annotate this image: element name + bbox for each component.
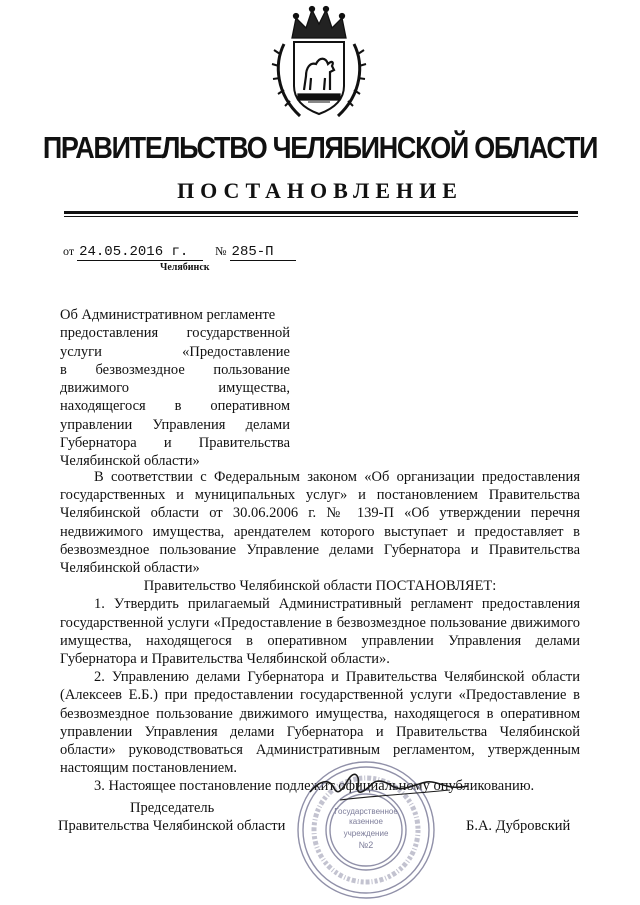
resolution-item-1: 1. Утвердить прилагаемый Административный регламент предоставления государственной услуги «Предоставление в безвозмездное пользование движимого имущества, находящегося в оперативном управлении Управления делами Губернатора и Правительства Челябинской области». xyxy=(60,596,580,668)
registration-line xyxy=(63,244,296,261)
title-line: управлении Управления делами xyxy=(60,416,290,433)
document-number: 285-П xyxy=(230,244,296,261)
coat-of-arms-emblem xyxy=(270,4,368,124)
stamp-text-line: учреждение xyxy=(343,829,389,838)
document-title-block xyxy=(60,306,290,471)
preamble-paragraph: В соответствии с Федеральным законом «Об организации предоставления государственных и муниципальных услуг» и постановлением Правительства Челябинской области от 30.06.2006 г. № 139-П «Об утверждении перечня недвижимого имущества, арендателем которого выступает и предоставляет в безвозмездное пользование Управление делами Губернатора и Правительства Челябинской области» xyxy=(60,469,580,577)
title-line: услуги «Предоставление xyxy=(60,343,290,360)
stamp-text-line: казенное xyxy=(349,817,383,826)
signer-name: Б.А. Дубровский xyxy=(466,818,571,834)
resolves-line: Правительство Челябинской области ПОСТАНОВЛЯЕТ: xyxy=(143,578,497,595)
title-line: движимого имущества, xyxy=(60,380,290,397)
resolution-item-2: 2. Управлению делами Губернатора и Правительства Челябинской области (Алексеев Е.Б.) при предоставлении государственной услуги «Предоставление в безвозмездное пользование движимого имущества, находящегося в оперативном управлении Управления делами Губернатора и Правительства Челябинской области» руководствоваться Административным регламентом, утвержденным настоящим постановлением. xyxy=(60,669,580,777)
document-body xyxy=(60,468,580,796)
stamp-text-line: Государственное xyxy=(334,807,398,816)
signer-position-line-1: Председатель xyxy=(130,800,215,816)
handwritten-signature xyxy=(300,760,480,830)
title-line: Челябинской области» xyxy=(60,453,200,470)
date-label: от xyxy=(63,244,75,258)
document-date: 24.05.2016 г. xyxy=(77,244,203,261)
header-rule-thin xyxy=(64,216,578,217)
resolution-item-3: 3. Настоящее постановление подлежит официальному опубликованию. xyxy=(94,778,535,795)
number-label: № xyxy=(215,244,227,258)
title-line: в безвозмездное пользование xyxy=(60,361,290,378)
title-line: Губернатора и Правительства xyxy=(60,435,290,452)
title-line: находящегося в оперативном xyxy=(60,398,290,415)
issue-city: Челябинск xyxy=(160,262,210,273)
stamp-text-line: №2 xyxy=(358,840,374,850)
title-line: Об Административном регламенте xyxy=(60,307,276,323)
title-line: предоставления государственной xyxy=(60,325,290,342)
header-rule-thick xyxy=(64,211,578,214)
document-type-heading: ПОСТАНОВЛЕНИЕ xyxy=(177,178,463,203)
signer-position-line-2: Правительства Челябинской области xyxy=(58,818,286,834)
government-title: ПРАВИТЕЛЬСТВО ЧЕЛЯБИНСКОЙ ОБЛАСТИ xyxy=(42,130,598,165)
